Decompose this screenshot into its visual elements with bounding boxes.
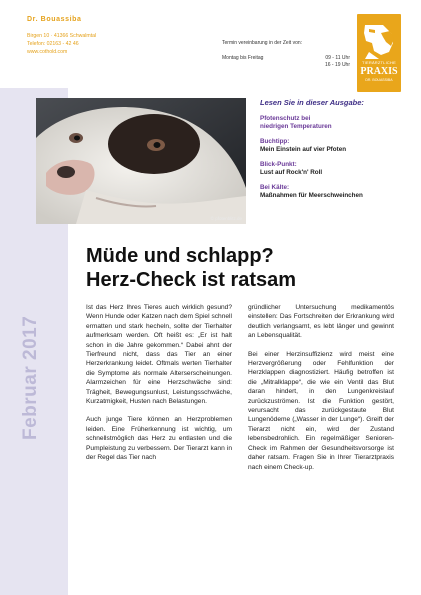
issue-item[interactable] [260, 138, 410, 154]
issue-date: Februar 2017 [20, 315, 41, 440]
hours-time-evening: 16 - 19 Uhr [324, 62, 350, 68]
dog-photo [36, 98, 246, 224]
article-paragraph: Bei einer Herzinsuffizienz wird meist eine Herzvergrößerung oder Fehlfunktion der Herzklappen diagnostiziert. Häufig betroffen ist die „Mitralklappe“, die wie ein Ventil das Blut daran hindert, in den Lungenkreislauf zurückzuströmen. Ist die Funktion gestört, verursacht das zurückgestaute Blut Lungenödeme („Wasser in der Lunge“). Greift der Tierarzt nicht ein, wird der Zustand lebensbedrohlich. Ein regelmäßiger Senioren-Check im Rahmen der Gesundheitsvorsorge ist daher ratsam. Fragen Sie in Ihrer Tierarztpraxis nach einem Check-up. [248, 350, 394, 471]
opening-hours [222, 40, 350, 69]
logo-line-1: TIERÄRZTLICHE [362, 60, 396, 65]
issue-item-head: Buchtipp: [260, 138, 290, 145]
issue-item-head: Bei Kälte: [260, 184, 290, 191]
boxer-dog-image [36, 98, 246, 224]
headline-line-1: Müde und schlapp? [86, 245, 274, 267]
article-paragraph: Auch junge Tiere können an Herzproblemen leiden. Eine Früherkennung ist wichtig, um schnellstmöglich das Herz zu entlasten und die Pumpleistung zu verbessern. Der Tierarzt kann in der Regel das Tier nach [86, 416, 232, 462]
practice-phone: Telefon: 02163 - 42 46 [27, 41, 79, 47]
issue-item[interactable] [260, 184, 410, 200]
issue-item[interactable] [260, 161, 410, 177]
dog-head-logo-icon [361, 19, 397, 59]
issue-item-sub: Mein Einstein auf vier Pfoten [260, 146, 347, 153]
article-paragraph: Ist das Herz Ihres Tieres auch wirklich gesund? Wenn Hunde oder Katzen nach dem Spiel schnell ermatten und stark hecheln, sollte der Tierhalter aufmerksam werden. Oft heißt es: „Er ist halt schon in die Jahre gekommen.“ Dabei ahnt der Tierfreund nicht, dass das Tier an einer Herzerkrankung leidet. Oftmals werten Tierhalter die Symptome als normale Alterserscheinungen. Alarmzeichen für eine Herzschwäche sind: Trägheit, Bewegungsunlust, Leistungsschwäche, Kurzatmigkeit, Husten nach Belastungen. [86, 304, 232, 406]
practice-website[interactable]: www.cothold.com [27, 49, 68, 55]
article-paragraph: gründlicher Untersuchung medikamentös einstellen: Das Fortschreiten der Erkrankung wird deutlich verlangsamt, es lebt länger und gewinnt an Lebensqualität. [248, 304, 394, 340]
practice-contact [27, 16, 177, 56]
article-column-left [86, 303, 232, 472]
headline-line-2: Herz-Check ist ratsam [86, 269, 297, 291]
issue-item-head: Pfotenschutz bei [260, 115, 311, 122]
practice-logo [357, 14, 401, 92]
issue-item[interactable] [260, 115, 410, 131]
issue-item-sub: niedrigen Temperaturen [260, 123, 332, 130]
article-headline [86, 244, 406, 292]
issue-item-head: Blick-Punkt: [260, 161, 297, 168]
practice-name: Dr. Bouassiba [27, 16, 82, 23]
issue-item-sub: Maßnahmen für Meerschweinchen [260, 192, 363, 199]
hours-title: Termin vereinbarung in der Zeit von: [222, 40, 303, 46]
practice-address: Birgen 10 · 41366 Schwalmtal [27, 33, 97, 39]
article-column-right [248, 303, 394, 481]
hours-time-morning: 09 - 11 Uhr [325, 55, 350, 61]
logo-line-2: PRAXIS [360, 66, 398, 77]
issue-title: Lesen Sie in dieser Ausgabe: [260, 98, 364, 107]
logo-line-3: DR. BOUASSIBA [365, 78, 393, 82]
in-this-issue [260, 98, 410, 207]
issue-item-sub: Lust auf Rock'n' Roll [260, 169, 323, 176]
photo-credit: © pfotenblitz.de [210, 216, 242, 221]
hours-days: Montag bis Freitag [222, 55, 264, 61]
